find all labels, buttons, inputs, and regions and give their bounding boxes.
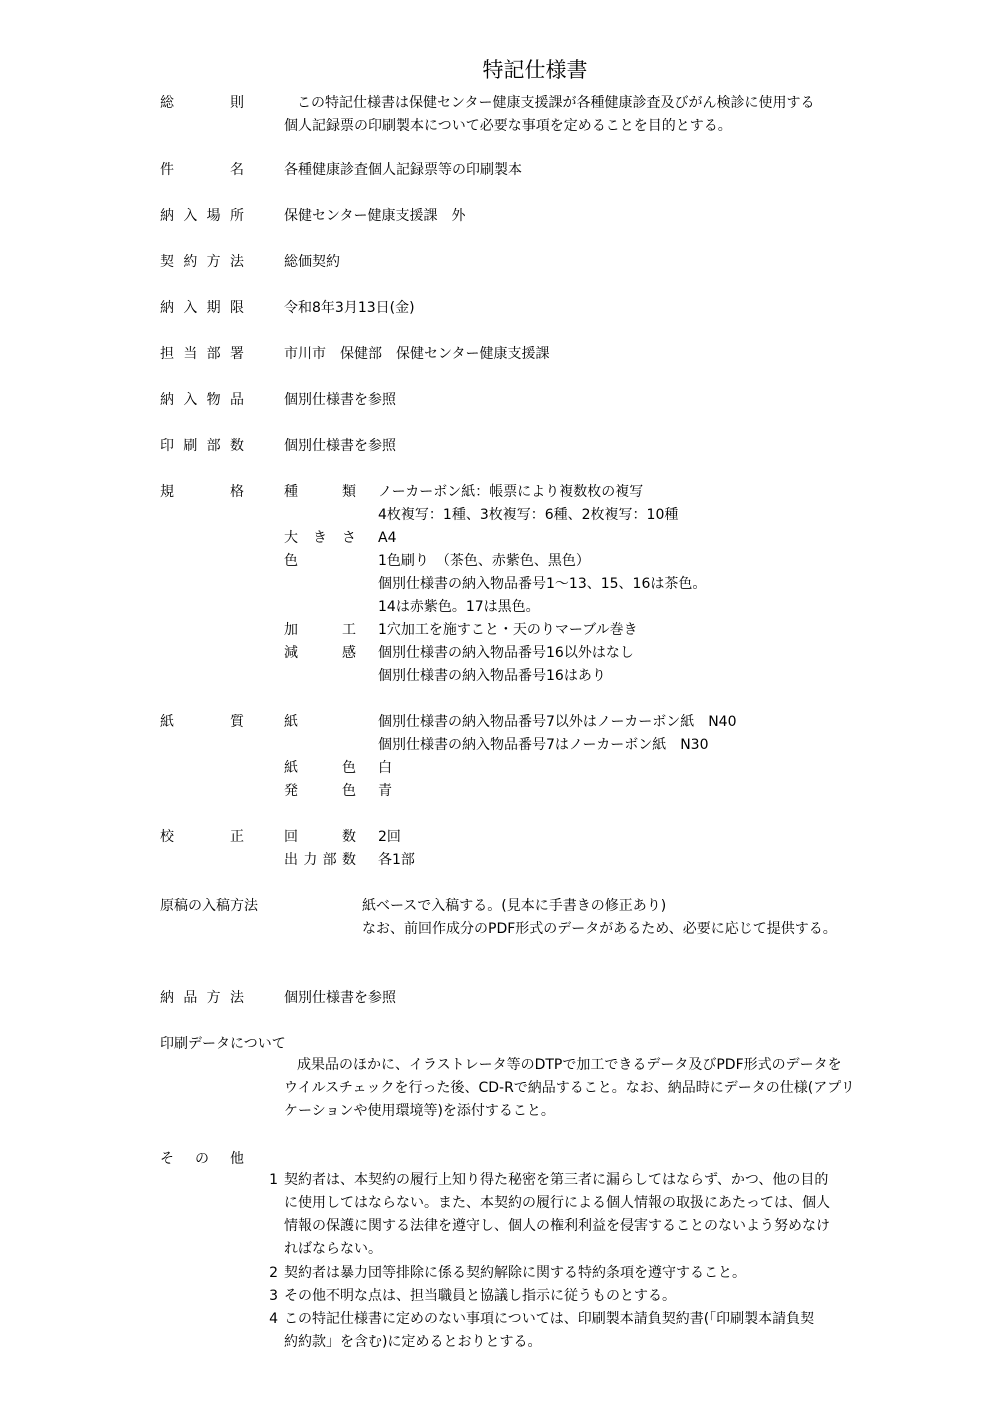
label-char: 入 <box>183 300 198 316</box>
paper-label <box>160 711 244 733</box>
label-char: 署 <box>229 346 244 362</box>
label-char: 部 <box>206 438 221 454</box>
item-value: 個別仕様書を参照 <box>284 438 396 454</box>
general-label <box>160 92 244 114</box>
printdata-text-line: ウイルスチェックを行った後、CD-Rで納品すること。なお、納品時にデータの仕様(アプリ <box>284 1080 855 1096</box>
label-char: 納 <box>160 300 174 316</box>
label-char: 限 <box>229 300 244 316</box>
printdata-label: 印刷データについて <box>160 1036 286 1052</box>
spec-value-line: ノーカーボン紙：帳票により複数枚の複写 <box>378 484 644 500</box>
label-char: 入 <box>183 392 198 408</box>
other-item-text-line: ればならない。 <box>284 1241 382 1257</box>
sub-label-char: 感 <box>342 645 356 661</box>
manuscript-text-line: なお、前回作成分のPDF形式のデータがあるため、必要に応じて提供する。 <box>362 921 837 937</box>
sub-label-char: 大 <box>284 530 298 546</box>
label-char: 紙 <box>160 714 174 730</box>
item-label <box>160 251 244 273</box>
label-char: 部 <box>206 346 221 362</box>
other-item-number: 1 <box>269 1172 278 1188</box>
sub-label <box>284 550 356 572</box>
sub-label-char: 類 <box>342 484 356 500</box>
label-char: 印 <box>160 438 174 454</box>
spec-value-line: 個別仕様書の納入物品番号1～13、15、16は茶色。 <box>378 576 707 592</box>
label-char: 総 <box>160 95 174 111</box>
item-label <box>160 389 244 411</box>
label-char: 品 <box>183 990 198 1006</box>
item-value: 各種健康診査個人記録票等の印刷製本 <box>284 162 522 178</box>
label-char: 質 <box>230 714 244 730</box>
spec-value-line: 個別仕様書の納入物品番号16以外はなし <box>378 645 634 661</box>
paper-value-line: 個別仕様書の納入物品番号7以外はノーカーボン紙 N40 <box>378 714 737 730</box>
label-char: 物 <box>206 392 221 408</box>
label-char: 担 <box>160 346 174 362</box>
label-char: 納 <box>160 392 174 408</box>
delivery-label <box>160 987 244 1009</box>
spec-value-line: 1穴加工を施すこと・天のりマーブル巻き <box>378 622 638 638</box>
label-char: の <box>195 1151 209 1167</box>
label-char: 名 <box>230 162 244 178</box>
item-label <box>160 343 244 365</box>
label-char: 納 <box>160 208 174 224</box>
spec-value-line: 個別仕様書の納入物品番号16はあり <box>378 668 606 684</box>
printdata-text-line: 成果品のほかに、イラストレータ等のDTPで加工できるデータ及びPDF形式のデータを <box>297 1057 842 1073</box>
sub-label <box>284 711 356 733</box>
other-item-text-line: 約約款」を含む)に定めるとおりとする。 <box>284 1334 542 1350</box>
other-item-text-line: 契約者は暴力団等排除に係る契約解除に関する特約条項を遵守すること。 <box>284 1265 746 1281</box>
sub-label <box>284 757 356 779</box>
item-label <box>160 297 244 319</box>
other-item-number: 4 <box>269 1311 278 1327</box>
general-text-line: この特記仕様書は保健センター健康支援課が各種健康診査及びがん検診に使用する <box>297 95 815 111</box>
label-char: 規 <box>160 484 174 500</box>
label-char: 件 <box>160 162 174 178</box>
label-char: 場 <box>206 208 221 224</box>
item-value: 個別仕様書を参照 <box>284 392 396 408</box>
label-char: 方 <box>206 254 221 270</box>
sub-label-char: 色 <box>342 783 356 799</box>
proof-value-line: 2回 <box>378 829 401 845</box>
sub-label-char: 紙 <box>284 760 298 776</box>
sub-label <box>284 619 356 641</box>
sub-label <box>284 780 356 802</box>
manuscript-label: 原稿の入稿方法 <box>160 898 258 914</box>
item-value: 市川市 保健部 保健センター健康支援課 <box>284 346 550 362</box>
other-item-text-line: 契約者は、本契約の履行上知り得た秘密を第三者に漏らしてはならず、かつ、他の目的 <box>284 1172 829 1188</box>
label-char: 数 <box>229 438 244 454</box>
paper-value-line: 白 <box>378 760 392 776</box>
label-char: 当 <box>183 346 198 362</box>
other-label <box>160 1148 244 1170</box>
sub-label-char: 種 <box>284 484 298 500</box>
document-title: 特記仕様書 <box>482 58 588 82</box>
spec-value-line: 1色刷り （茶色、赤紫色、黒色） <box>378 553 590 569</box>
label-char: 刷 <box>183 438 198 454</box>
delivery-value: 個別仕様書を参照 <box>284 990 396 1006</box>
item-value: 保健センター健康支援課 外 <box>284 208 466 224</box>
sub-label-char: 数 <box>341 852 356 868</box>
printdata-text-line: ケーションや使用環境等)を添付すること。 <box>284 1103 555 1119</box>
label-char: 納 <box>160 990 174 1006</box>
spec-value-line: A4 <box>378 530 397 546</box>
paper-value-line: 個別仕様書の納入物品番号7はノーカーボン紙 N30 <box>378 737 709 753</box>
sub-label-char: 色 <box>284 553 298 569</box>
item-label <box>160 435 244 457</box>
other-item-text-line: その他不明な点は、担当職員と協議し指示に従うものとする。 <box>284 1288 676 1304</box>
sub-label-char: 加 <box>284 622 298 638</box>
item-value: 令和8年3月13日(金) <box>284 300 415 316</box>
item-label <box>160 205 244 227</box>
label-char: 方 <box>206 990 221 1006</box>
label-char: 正 <box>230 829 244 845</box>
other-item-number: 3 <box>269 1288 278 1304</box>
sub-label-char: 回 <box>284 829 298 845</box>
sub-label <box>284 826 356 848</box>
sub-label-char: 数 <box>342 829 356 845</box>
label-char: 約 <box>183 254 198 270</box>
paper-value-line: 青 <box>378 783 392 799</box>
sub-label-char: 色 <box>342 760 356 776</box>
label-char: 期 <box>206 300 221 316</box>
sub-label-char: 力 <box>303 852 318 868</box>
other-item-text-line: この特記仕様書に定めのない事項については、印刷製本請負契約書(「印刷製本請負契 <box>284 1311 815 1327</box>
spec-value-line: 14は赤紫色。17は黒色。 <box>378 599 540 615</box>
sub-label-char: 出 <box>284 852 298 868</box>
label-char: 校 <box>160 829 174 845</box>
other-item-number: 2 <box>269 1265 278 1281</box>
other-item-text-line: 情報の保護に関する法律を遵守し、個人の権利利益を侵害することのないよう努めなけ <box>284 1218 830 1234</box>
other-item-text-line: に使用してはならない。また、本契約の履行による個人情報の取扱にあたっては、個人 <box>284 1195 830 1211</box>
sub-label <box>284 527 356 549</box>
sub-label-char: 減 <box>284 645 298 661</box>
sub-label-char: き <box>313 530 327 546</box>
sub-label <box>284 642 356 664</box>
proof-value-line: 各1部 <box>378 852 415 868</box>
label-char: 品 <box>229 392 244 408</box>
sub-label <box>284 849 356 871</box>
label-char: 所 <box>229 208 244 224</box>
sub-label-char: 紙 <box>284 714 298 730</box>
proof-label <box>160 826 244 848</box>
item-value: 総価契約 <box>284 254 340 270</box>
sub-label-char: 工 <box>342 622 356 638</box>
item-label <box>160 159 244 181</box>
sub-label-char: 部 <box>322 852 337 868</box>
general-text-line: 個人記録票の印刷製本について必要な事項を定めることを目的とする。 <box>284 118 732 134</box>
label-char: 法 <box>229 254 244 270</box>
label-char: 契 <box>160 254 174 270</box>
label-char: そ <box>160 1151 174 1167</box>
label-char: 入 <box>183 208 198 224</box>
sub-label <box>284 481 356 503</box>
sub-label-char: さ <box>342 530 356 546</box>
label-char: 格 <box>230 484 244 500</box>
label-char: 則 <box>230 95 244 111</box>
sub-label-char: 発 <box>284 783 298 799</box>
spec-label <box>160 481 244 503</box>
label-char: 法 <box>229 990 244 1006</box>
manuscript-text-line: 紙ベースで入稿する。(見本に手書きの修正あり) <box>362 898 667 914</box>
spec-value-line: 4枚複写：1種、3枚複写：6種、2枚複写：10種 <box>378 507 679 523</box>
label-char: 他 <box>230 1151 244 1167</box>
